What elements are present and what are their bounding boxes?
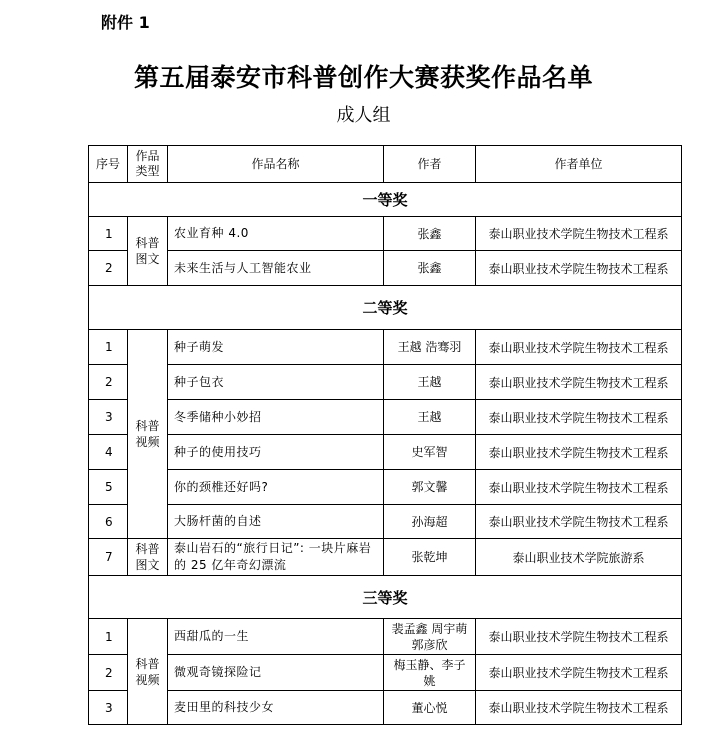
prize-heading-row — [89, 286, 682, 330]
table-row — [89, 655, 682, 691]
work-unit: 泰山职业技术学院生物技术工程系 — [476, 400, 682, 435]
work-author: 王越 浩骞羽 — [384, 330, 476, 365]
table-row — [89, 217, 682, 251]
work-type: 科普视频 — [128, 619, 168, 725]
table-row — [89, 619, 682, 655]
table-row — [89, 470, 682, 505]
table-row — [89, 505, 682, 539]
row-index: 5 — [89, 470, 128, 505]
table-row — [89, 365, 682, 400]
header-index: 序号 — [89, 146, 128, 183]
row-index: 2 — [89, 251, 128, 286]
table-row — [89, 400, 682, 435]
row-index: 3 — [89, 691, 128, 725]
header-name: 作品名称 — [168, 146, 384, 183]
header-type: 作品类型 — [128, 146, 168, 183]
work-unit: 泰山职业技术学院生物技术工程系 — [476, 691, 682, 725]
work-name: 微观奇镜探险记 — [168, 655, 384, 691]
work-author: 张乾坤 — [384, 539, 476, 576]
work-name: 麦田里的科技少女 — [168, 691, 384, 725]
row-index: 2 — [89, 365, 128, 400]
table-row — [89, 539, 682, 576]
awards-table — [88, 145, 682, 725]
work-name: 种子的使用技巧 — [168, 435, 384, 470]
work-author: 史军智 — [384, 435, 476, 470]
work-name: 你的颈椎还好吗? — [168, 470, 384, 505]
work-unit: 泰山职业技术学院生物技术工程系 — [476, 470, 682, 505]
row-index: 1 — [89, 330, 128, 365]
page-title: 第五届泰安市科普创作大赛获奖作品名单 — [133, 63, 593, 92]
work-unit: 泰山职业技术学院生物技术工程系 — [476, 505, 682, 539]
row-index: 6 — [89, 505, 128, 539]
row-index: 7 — [89, 539, 128, 576]
work-name: 农业育种 4.0 — [168, 217, 384, 251]
work-author: 郭文馨 — [384, 470, 476, 505]
work-unit: 泰山职业技术学院生物技术工程系 — [476, 251, 682, 286]
row-index: 3 — [89, 400, 128, 435]
work-name: 西甜瓜的一生 — [168, 619, 384, 655]
table-row — [89, 251, 682, 286]
table-row — [89, 330, 682, 365]
table-row — [89, 691, 682, 725]
work-name: 大肠杆菌的自述 — [168, 505, 384, 539]
row-index: 2 — [89, 655, 128, 691]
page-subtitle: 成人组 — [336, 105, 391, 126]
row-index: 1 — [89, 619, 128, 655]
attachment-label: 附件 1 — [101, 13, 150, 32]
work-author: 梅玉静、李子姚 — [384, 655, 476, 691]
work-author: 王越 — [384, 400, 476, 435]
work-unit: 泰山职业技术学院生物技术工程系 — [476, 365, 682, 400]
prize-heading: 一等奖 — [89, 183, 682, 217]
work-type: 科普视频 — [128, 330, 168, 539]
table-row — [89, 435, 682, 470]
work-type: 科普图文 — [128, 217, 168, 286]
row-index: 1 — [89, 217, 128, 251]
work-author: 裴孟鑫 周宇萌 郭彦欣 — [384, 619, 476, 655]
table-header-row — [89, 146, 682, 183]
work-author: 王越 — [384, 365, 476, 400]
header-author: 作者 — [384, 146, 476, 183]
work-name: 种子包衣 — [168, 365, 384, 400]
work-unit: 泰山职业技术学院生物技术工程系 — [476, 330, 682, 365]
prize-heading-row — [89, 576, 682, 619]
work-unit: 泰山职业技术学院生物技术工程系 — [476, 655, 682, 691]
work-unit: 泰山职业技术学院旅游系 — [476, 539, 682, 576]
work-author: 董心悦 — [384, 691, 476, 725]
work-unit: 泰山职业技术学院生物技术工程系 — [476, 217, 682, 251]
prize-heading-row — [89, 183, 682, 217]
work-author: 孙海超 — [384, 505, 476, 539]
work-name: 冬季储种小妙招 — [168, 400, 384, 435]
prize-heading: 三等奖 — [89, 576, 682, 619]
work-unit: 泰山职业技术学院生物技术工程系 — [476, 435, 682, 470]
header-unit: 作者单位 — [476, 146, 682, 183]
work-name: 泰山岩石的“旅行日记”: 一块片麻岩的 25 亿年奇幻漂流 — [168, 539, 384, 576]
prize-heading: 二等奖 — [89, 286, 682, 330]
work-unit: 泰山职业技术学院生物技术工程系 — [476, 619, 682, 655]
work-name: 未来生活与人工智能农业 — [168, 251, 384, 286]
work-type: 科普图文 — [128, 539, 168, 576]
row-index: 4 — [89, 435, 128, 470]
work-author: 张鑫 — [384, 251, 476, 286]
work-author: 张鑫 — [384, 217, 476, 251]
work-name: 种子萌发 — [168, 330, 384, 365]
